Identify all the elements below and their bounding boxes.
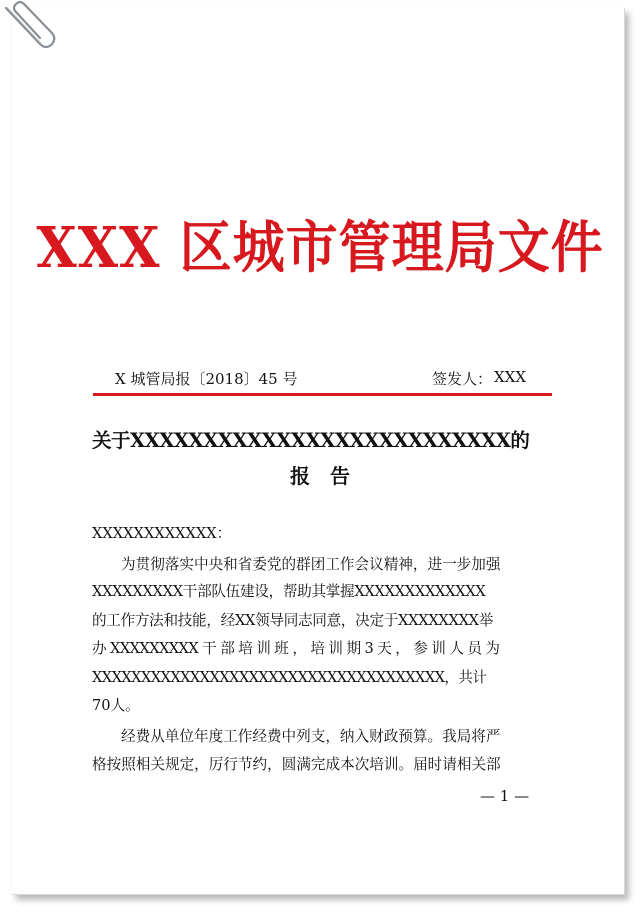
body-line: 70人。 — [92, 697, 140, 714]
body-line: XXXXXXXXXXXXXXXXXXXXXXXXXXXXXXXXXXXX，共计 — [92, 669, 487, 686]
body-line: 的工作方法和技能，经XX领导同志同意，决定于XXXXXXXX举 — [92, 612, 494, 629]
signer-name: XXX — [494, 368, 527, 386]
body-line: XXXXXXXXX干部队伍建设，帮助其掌握XXXXXXXXXXXXX — [92, 583, 486, 600]
report-title-line2: 报告 — [290, 464, 370, 488]
salutation: XXXXXXXXXXXX： — [92, 525, 232, 542]
page-number: — 1 — — [480, 787, 530, 805]
body-line: 办 XXXXXXXXX 干 部 培 训 班 ， 培 训 期 3 天 ， 参 训 人 员 为 — [92, 640, 500, 657]
masthead-title: XXX 区城市管理局文件 — [36, 214, 604, 281]
body-line: 为贯彻落实中央和省委党的群团工作会议精神，进一步加强 — [121, 556, 501, 573]
body-line: 格按照相关规定，厉行节约，圆满完成本次培训。届时请相关部 — [92, 756, 501, 773]
header-divider — [93, 393, 552, 396]
body-line: 经费从单位年度工作经费中列支，纳入财政预算。我局将严 — [121, 728, 501, 745]
report-title-line1: 关于XXXXXXXXXXXXXXXXXXXXXXXXXX的 — [92, 429, 530, 452]
paperclip-icon — [0, 0, 70, 60]
signer-label: 签发人： — [432, 370, 493, 388]
document-number: X 城管局报〔2018〕45 号 — [115, 370, 298, 388]
